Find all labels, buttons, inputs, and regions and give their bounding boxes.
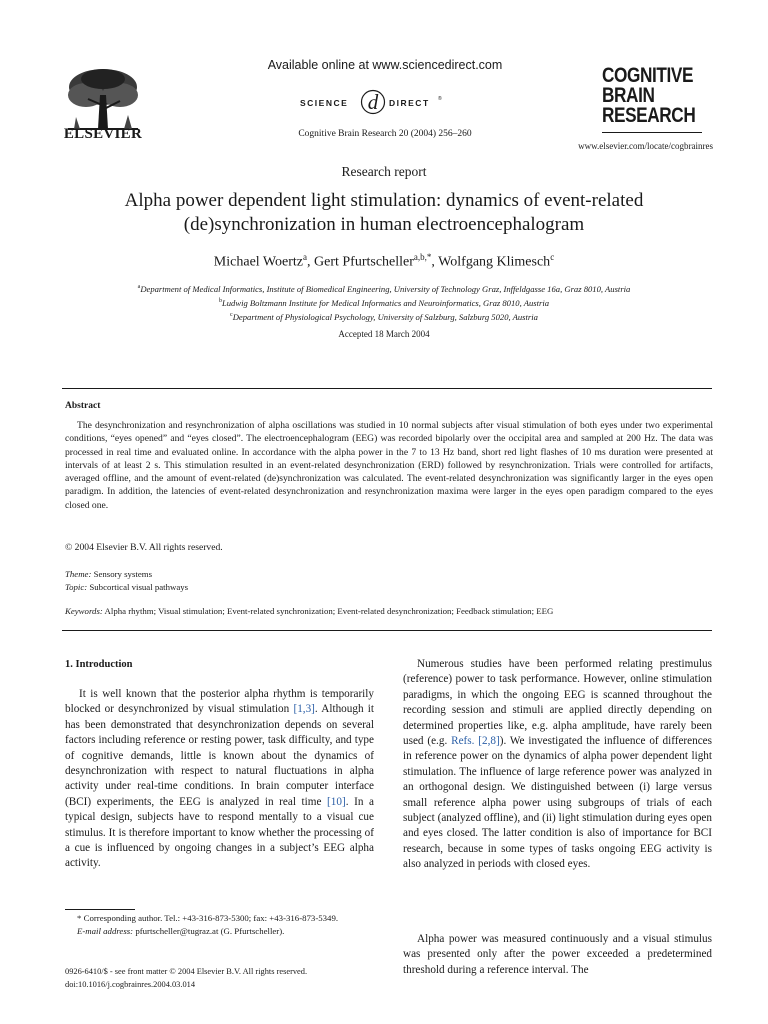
citation-link[interactable]: Refs. [2,8] xyxy=(451,735,500,748)
journal-title-underline xyxy=(602,132,702,133)
author-affiliation-mark: c xyxy=(550,252,555,262)
email-note xyxy=(65,925,374,938)
accepted-date: Accepted 18 March 2004 xyxy=(338,329,430,339)
affiliation-mark: a xyxy=(137,284,141,290)
sciencedirect-logo xyxy=(298,86,448,118)
body-paragraph: Alpha power was measured continuously and a visual stimulus was presented only after the power exceeded a predetermined threshold during a reference interval. The xyxy=(403,933,712,976)
citation-link[interactable]: [1,3] xyxy=(293,703,315,716)
journal-title-line: BRAIN xyxy=(602,84,655,107)
theme-line xyxy=(65,568,713,581)
affiliation-mark: c xyxy=(230,311,233,318)
affiliation-mark: b xyxy=(218,297,222,304)
topic-line xyxy=(65,581,713,594)
abstract-heading: Abstract xyxy=(65,401,101,411)
affiliation-text: Department of Physiological Psychology, University of Salzburg, Salzburg 5020, Austria xyxy=(232,311,538,322)
article-type: Research report xyxy=(341,164,427,179)
author-name: Michael Woertz xyxy=(213,254,303,270)
author-separator: , xyxy=(307,254,314,270)
journal-citation: Cognitive Brain Research 20 (2004) 256–260 xyxy=(298,129,472,139)
body-paragraph xyxy=(403,657,712,873)
sciencedirect-logo-direct: DIRECT xyxy=(389,98,430,108)
author-affiliation-mark: a xyxy=(303,252,307,262)
author-name: Gert Pfurtscheller xyxy=(314,254,414,270)
author-separator: , xyxy=(431,254,439,270)
journal-title-line: RESEARCH xyxy=(602,104,696,127)
keywords-value: Alpha rhythm; Visual stimulation; Event-related synchronization; Event-related desynchronization; Feedback stimulation; EEG xyxy=(104,606,554,616)
keywords-label: Keywords: xyxy=(65,606,103,616)
article-title: Alpha power dependent light stimulation: dynamics of event-related (de)synchronization in human electroencephalogram xyxy=(124,190,644,235)
publisher-name: ELSEVIER xyxy=(63,126,143,142)
footnotes xyxy=(65,912,374,937)
topic-value: Subcortical visual pathways xyxy=(89,581,189,592)
email-value[interactable]: pfurtscheller@tugraz.at (G. Pfurtscheller). xyxy=(135,925,285,936)
author-affiliation-mark: a,b,* xyxy=(413,252,432,262)
abstract-copyright: © 2004 Elsevier B.V. All rights reserved. xyxy=(65,542,223,553)
paragraph-text: ). We investigated the influence of differences in reference power on the dynamics of alpha power dependent light stimulation. The influence of large reference power was analyzed in an orthogonal design. We distinguished between (i) large versus small reference alpha power using subgroups of trials of each subject (analyzed offline), and (ii) light stimulation during eyes open and eyes closed. The latter condition is also of importance for BCI research, because in some types of tasks ongoing EEG activity is also analyzed in periods with closed eyes. xyxy=(403,735,712,871)
theme-label: Theme: xyxy=(65,569,92,579)
front-matter xyxy=(65,966,374,991)
affiliation-text: Ludwig Boltzmann Institute for Medical Informatics and Neuroinformatics, Graz 8010, Austria xyxy=(221,297,550,308)
affiliation-list xyxy=(0,281,768,323)
footnote-divider xyxy=(65,909,135,910)
sciencedirect-logo-mark: d xyxy=(367,90,379,114)
intro-paragraph xyxy=(65,687,374,872)
divider xyxy=(62,630,712,631)
paragraph-text: . In a typical design, subjects have to respond mentally to a visual cue stimulus. It is therefore important to know whether the processing of a cue is influenced by ongoing changes in a subject’s EEG alpha activity. xyxy=(65,795,374,870)
journal-url[interactable]: www.elsevier.com/locate/cogbrainres xyxy=(578,141,713,151)
sciencedirect-logo-science: SCIENCE xyxy=(300,98,349,108)
abstract-body: The desynchronization and resynchronization of alpha oscillations was studied in 10 normal subjects after visual stimulation of both eyes under two experimental conditions, “eyes opened” and “eyes closed”. The electroencephalogram (EEG) was recorded bipolarly over the occipital area and sampled at 200 Hz. The data was processed in real time and evaluated online. In accordance with the alpha power in the 7 to 13 Hz band, short red light flashes of 10 ms duration were presented at intervals of at least 2 s. This stimulation resulted in an event-related desynchronization (ERD) followed by resynchronization. Trials were controlled for artifacts, averaged offline, and the amount of event-related (de)synchronization was calculated. The event-related desynchronization was significantly larger in the eyes open paradigm. In addition, the latencies of event-related desynchronization and resynchronization maxima were larger in the eyes open paradigm compared to the eyes closed one. xyxy=(65,420,713,511)
issn-copyright: 0926-6410/$ - see front matter © 2004 Elsevier B.V. All rights reserved. xyxy=(65,967,308,976)
corresponding-author-note: * Corresponding author. Tel.: +43-316-873-5300; fax: +43-316-873-5349. xyxy=(77,913,339,923)
journal-title-logo xyxy=(602,64,696,127)
keywords-line xyxy=(65,605,713,617)
journal-title-line: COGNITIVE xyxy=(602,64,694,87)
topic-label: Topic: xyxy=(65,581,88,592)
section-heading: 1. Introduction xyxy=(65,659,133,670)
sciencedirect-logo-trademark: ® xyxy=(438,96,442,102)
author-list xyxy=(0,252,768,271)
author-name: Wolfgang Klimesch xyxy=(438,254,551,270)
paragraph-text: It is well known that the posterior alpha rhythm is temporarily blocked or desynchronized by visual stimulation xyxy=(65,688,374,716)
paragraph-text: Numerous studies have been performed relating prestimulus (reference) power to task performance. However, online stimulation paradigms, in which the ongoing EEG is scanned throughout the recording session and stimuli are applied directly depending on determined properties like, e.g. alpha amplitude, have rarely been used (e.g. xyxy=(403,658,712,748)
affiliation xyxy=(0,309,768,323)
theme-topic xyxy=(65,568,713,593)
theme-value: Sensory systems xyxy=(93,569,152,579)
email-label: E-mail address: xyxy=(77,925,134,936)
doi[interactable]: doi:10.1016/j.cogbrainres.2004.03.014 xyxy=(65,979,196,989)
divider xyxy=(62,388,712,389)
affiliation xyxy=(0,295,768,309)
affiliation xyxy=(0,281,768,295)
paragraph-text: . Although it has been demonstrated that desynchronization depends on several factors including reference or resting power, task difficulty, and type of cognitive demands, little is known about the dynamics of desynchronization with respect to natural fluctuations in alpha activity under real-time conditions. In brain computer interface (BCI) experiments, the EEG is analyzed in real time xyxy=(65,703,374,808)
citation-link[interactable]: [10] xyxy=(327,795,346,808)
affiliation-text: Department of Medical Informatics, Institute of Biomedical Engineering, University of Technology Graz, Inffeldgasse 16a, Graz 8010, Austria xyxy=(140,283,631,294)
available-online-text: Available online at www.sciencedirect.com xyxy=(267,58,503,72)
